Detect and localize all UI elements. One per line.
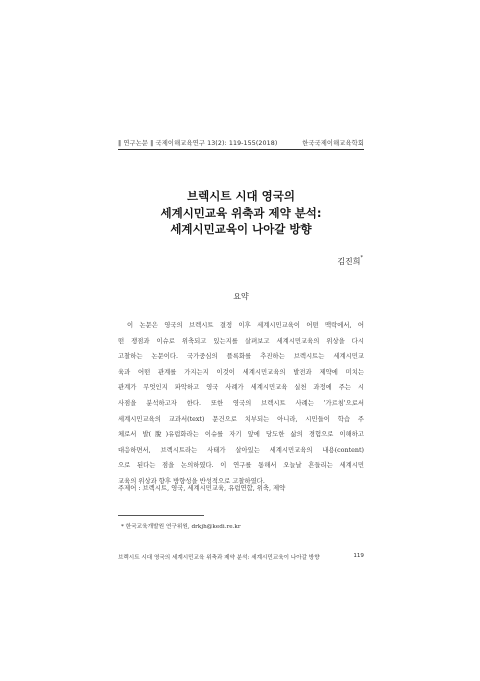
author: [337, 256, 363, 267]
abstract-line: 떤 쟁점과 이슈로 위축되고 있는지를 살펴보고 세계시민교육의 위상을 다시: [118, 337, 364, 345]
header-rule: [118, 149, 364, 150]
abstract-line: 대응하면서, 브렉시트라는 사태가 살아있는 세계시민교육의 내용(content): [118, 446, 364, 454]
title-line: 브렉시트 시대 영국의: [187, 189, 295, 203]
title-line: 세계시민교육 위축과 제약 분석:: [160, 205, 322, 220]
abstract-line: 육과 어떤 관계를 가지는지 이것이 세계시민교육의 발전과 제약에 미치는: [118, 368, 364, 376]
paper-title: [118, 188, 364, 238]
abstract-line: 세계시민교육의 교과서(text) 문건으로 치부되는 아니라, 시민들이 학습 주: [118, 415, 364, 423]
header-citation: ‖ 연구논문 ‖ 국제이해교육연구 13(2): 119-155(2018): [118, 140, 278, 147]
title-line: 세계시민교육이 나아갈 방향: [170, 222, 312, 236]
keywords: 주제어 : 브렉시트, 영국, 세계시민교육, 유럽연합, 위축, 제약: [118, 485, 286, 492]
abstract-line: 사점을 분석하고자 한다. 또한 영국의 브렉시트 사례는 '가르침'으로서: [118, 399, 364, 407]
abstract-line: 체로서 발(脫)유럽화라는 이슈를 자기 앞에 당도한 삶의 경험으로 이해하고: [118, 431, 364, 439]
abstract-line: 으로 된다는 점을 논의하였다. 이 연구를 통해서 오늘날 흔들리는 세계시민: [118, 462, 364, 470]
author-name: 김진희: [337, 257, 361, 266]
abstract-line: 고찰하는 논문이다. 국가중심의 플록화를 추진하는 브렉시트는 세계시민교: [118, 353, 364, 361]
abstract-line: 관계가 무엇인지 파악하고 영국 사례가 세계시민교육 실천 과정에 주는 시: [118, 384, 364, 392]
author-footnote-mark: *: [360, 255, 363, 262]
journal-header: [118, 138, 364, 147]
header-society: 한국국제이해교육학회: [302, 140, 364, 147]
abstract-line: 교육의 위상과 향후 방향성을 반성적으로 고찰하였다.: [118, 477, 265, 485]
author-footnote: * 한국교육개발원 연구위원, drkjh@kedi.re.kr: [121, 524, 241, 530]
abstract-heading: 요약: [233, 292, 249, 301]
abstract-line: 이 논문은 영국의 브렉시트 결정 이후 세계시민교육이 어떤 맥락에서, 어: [127, 322, 364, 329]
running-title: 브렉시트 시대 영국의 세계시민교육 위축과 제약 분석: 세계시민교육이 나아갈 방향: [118, 555, 320, 561]
footnote-rule: [118, 515, 204, 516]
abstract-body: [118, 318, 364, 490]
page-footer: [118, 553, 364, 561]
page-number: 119: [353, 553, 364, 559]
